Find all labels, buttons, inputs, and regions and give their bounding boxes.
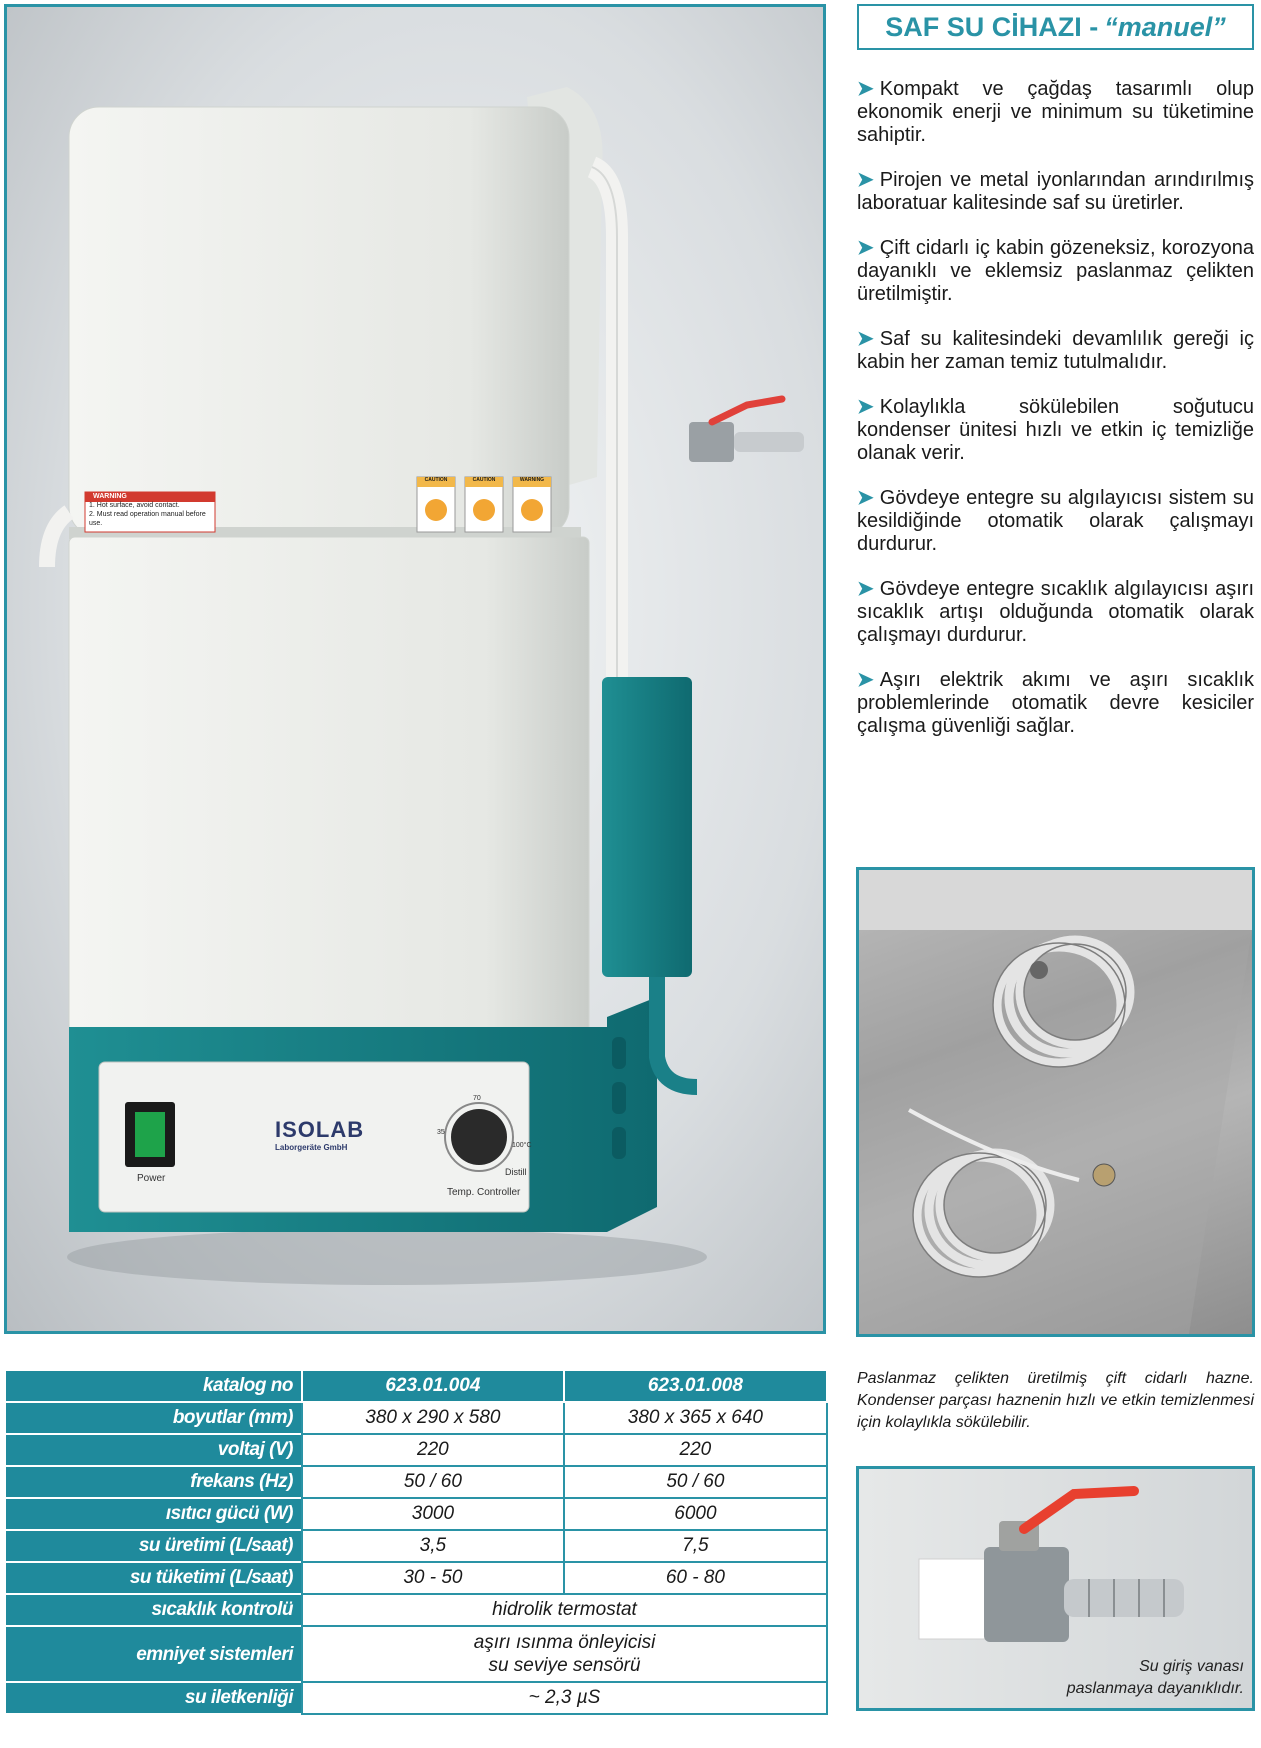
- row-label: ısıtıcı gücü (W): [6, 1499, 301, 1531]
- warning-line-1: 1. Hot surface, avoid contact.: [89, 502, 180, 509]
- arrow-icon: ➤: [857, 578, 874, 600]
- warning-line-2: 2. Must read operation manual before use.: [89, 511, 206, 527]
- arrow-icon: ➤: [857, 78, 874, 100]
- brand-sub: Laborgeräte GmbH: [275, 1143, 348, 1152]
- row-label: katalog no: [6, 1371, 301, 1403]
- feature-item: [857, 669, 1254, 738]
- cell-a: 30 - 50: [301, 1563, 563, 1595]
- spec-table: [6, 1371, 828, 1715]
- feature-text: Kolaylıkla sökülebilen soğutucu kondenser ünitesi hızlı ve etkin iç temizliğe olanak verir.: [857, 396, 1254, 464]
- knob-100: 100°C: [512, 1142, 532, 1149]
- feature-text: Çift cidarlı iç kabin gözeneksiz, korozyona dayanıklı ve eklemsiz paslanmaz çelikten üretilmiştir.: [857, 237, 1254, 305]
- catalog-no-a: 623.01.004: [301, 1371, 563, 1403]
- cell-a: 3000: [301, 1499, 563, 1531]
- table-row: [6, 1467, 828, 1499]
- warning-title: WARNING: [93, 493, 127, 500]
- safety-line-2: su seviye sensörü: [488, 1655, 641, 1676]
- cell-b: 7,5: [563, 1531, 828, 1563]
- cell-b: 380 x 365 x 640: [563, 1403, 828, 1435]
- valve-caption: [1067, 1656, 1244, 1700]
- table-row: [6, 1627, 828, 1683]
- coil-illustration: [859, 870, 1252, 1334]
- title-main: SAF SU CİHAZI -: [885, 11, 1099, 42]
- table-row: [6, 1435, 828, 1467]
- cell-merged: ~ 2,3 µS: [301, 1683, 828, 1715]
- arrow-icon: ➤: [857, 487, 874, 509]
- row-label: sıcaklık kontrolü: [6, 1595, 301, 1627]
- knob-70: 70: [473, 1095, 481, 1102]
- table-row: [6, 1403, 828, 1435]
- inlet-valve-photo: [856, 1466, 1255, 1711]
- feature-item: [857, 328, 1254, 374]
- arrow-icon: ➤: [857, 396, 874, 418]
- feature-text: Gövdeye entegre sıcaklık algılayıcısı aşırı sıcaklık artışı olduğunda otomatik olarak çalışmayı durdurur.: [857, 578, 1254, 646]
- arrow-icon: ➤: [857, 669, 874, 691]
- table-row: [6, 1531, 828, 1563]
- cell-b: 6000: [563, 1499, 828, 1531]
- water-distiller-illustration: [7, 7, 823, 1331]
- caution-label-2: CAUTION: [472, 477, 496, 483]
- feature-item: [857, 487, 1254, 556]
- feature-text: Saf su kalitesindeki devamlılık gereği iç kabin her zaman temiz tutulmalıdır.: [857, 328, 1254, 373]
- table-row: [6, 1563, 828, 1595]
- row-label: emniyet sistemleri: [6, 1627, 301, 1683]
- brand-logo: [275, 1117, 364, 1152]
- cell-merged: [301, 1627, 828, 1683]
- valve-caption-line-1: Su giriş vanası: [1139, 1658, 1244, 1675]
- valve-caption-line-2: paslanmaya dayanıklıdır.: [1066, 1680, 1244, 1697]
- feature-text: Gövdeye entegre su algılayıcısı sistem su kesildiğinde otomatik olarak çalışmayı durdurur.: [857, 487, 1254, 555]
- arrow-icon: ➤: [857, 169, 874, 191]
- feature-text: Pirojen ve metal iyonlarından arındırılmış laboratuar kalitesinde saf su üretirler.: [857, 169, 1254, 214]
- warning-label-small: WARNING: [519, 477, 545, 483]
- feature-item: [857, 396, 1254, 465]
- brand-name: ISOLAB: [275, 1117, 365, 1142]
- cell-b: 60 - 80: [563, 1563, 828, 1595]
- feature-list: [857, 78, 1254, 760]
- feature-text: Aşırı elektrik akımı ve aşırı sıcaklık problemlerinde otomatik devre kesiciler çalışma güvenliği sağlar.: [857, 669, 1254, 737]
- arrow-icon: ➤: [857, 237, 874, 259]
- title-sub: “manuel”: [1104, 11, 1226, 42]
- table-row: [6, 1499, 828, 1531]
- row-label: su tüketimi (L/saat): [6, 1563, 301, 1595]
- feature-item: [857, 78, 1254, 147]
- feature-item: [857, 169, 1254, 215]
- feature-item: [857, 578, 1254, 647]
- row-label: boyutlar (mm): [6, 1403, 301, 1435]
- knob-distill: Distill: [505, 1167, 527, 1177]
- arrow-icon: ➤: [857, 328, 874, 350]
- cell-b: 50 / 60: [563, 1467, 828, 1499]
- table-row: [6, 1683, 828, 1715]
- cell-a: 220: [301, 1435, 563, 1467]
- row-label: frekans (Hz): [6, 1467, 301, 1499]
- row-label: su iletkenliği: [6, 1683, 301, 1715]
- feature-text: Kompakt ve çağdaş tasarımlı olup ekonomik enerji ve minimum su tüketimine sahiptir.: [857, 78, 1254, 146]
- power-label: Power: [137, 1173, 166, 1184]
- row-label: su üretimi (L/saat): [6, 1531, 301, 1563]
- cell-merged: hidrolik termostat: [301, 1595, 828, 1627]
- product-photo: [4, 4, 826, 1334]
- cell-a: 50 / 60: [301, 1467, 563, 1499]
- caution-label-1: CAUTION: [424, 477, 448, 483]
- table-row: [6, 1595, 828, 1627]
- table-row: [6, 1371, 828, 1403]
- cell-a: 380 x 290 x 580: [301, 1403, 563, 1435]
- knob-35: 35: [437, 1129, 445, 1136]
- temp-controller-label: Temp. Controller: [447, 1187, 521, 1198]
- warning-label: [85, 492, 215, 532]
- row-label: voltaj (V): [6, 1435, 301, 1467]
- feature-item: [857, 237, 1254, 306]
- cell-a: 3,5: [301, 1531, 563, 1563]
- safety-line-1: aşırı ısınma önleyicisi: [473, 1632, 656, 1653]
- catalog-no-b: 623.01.008: [563, 1371, 828, 1403]
- page-title: [857, 4, 1254, 50]
- condenser-coil-photo: [856, 867, 1255, 1337]
- cell-b: 220: [563, 1435, 828, 1467]
- coil-caption: Paslanmaz çelikten üretilmiş çift cidarlı hazne. Kondenser parçası haznenin hızlı ve etkin temizlenmesi için kolaylıkla sökülebilir.: [857, 1370, 1254, 1431]
